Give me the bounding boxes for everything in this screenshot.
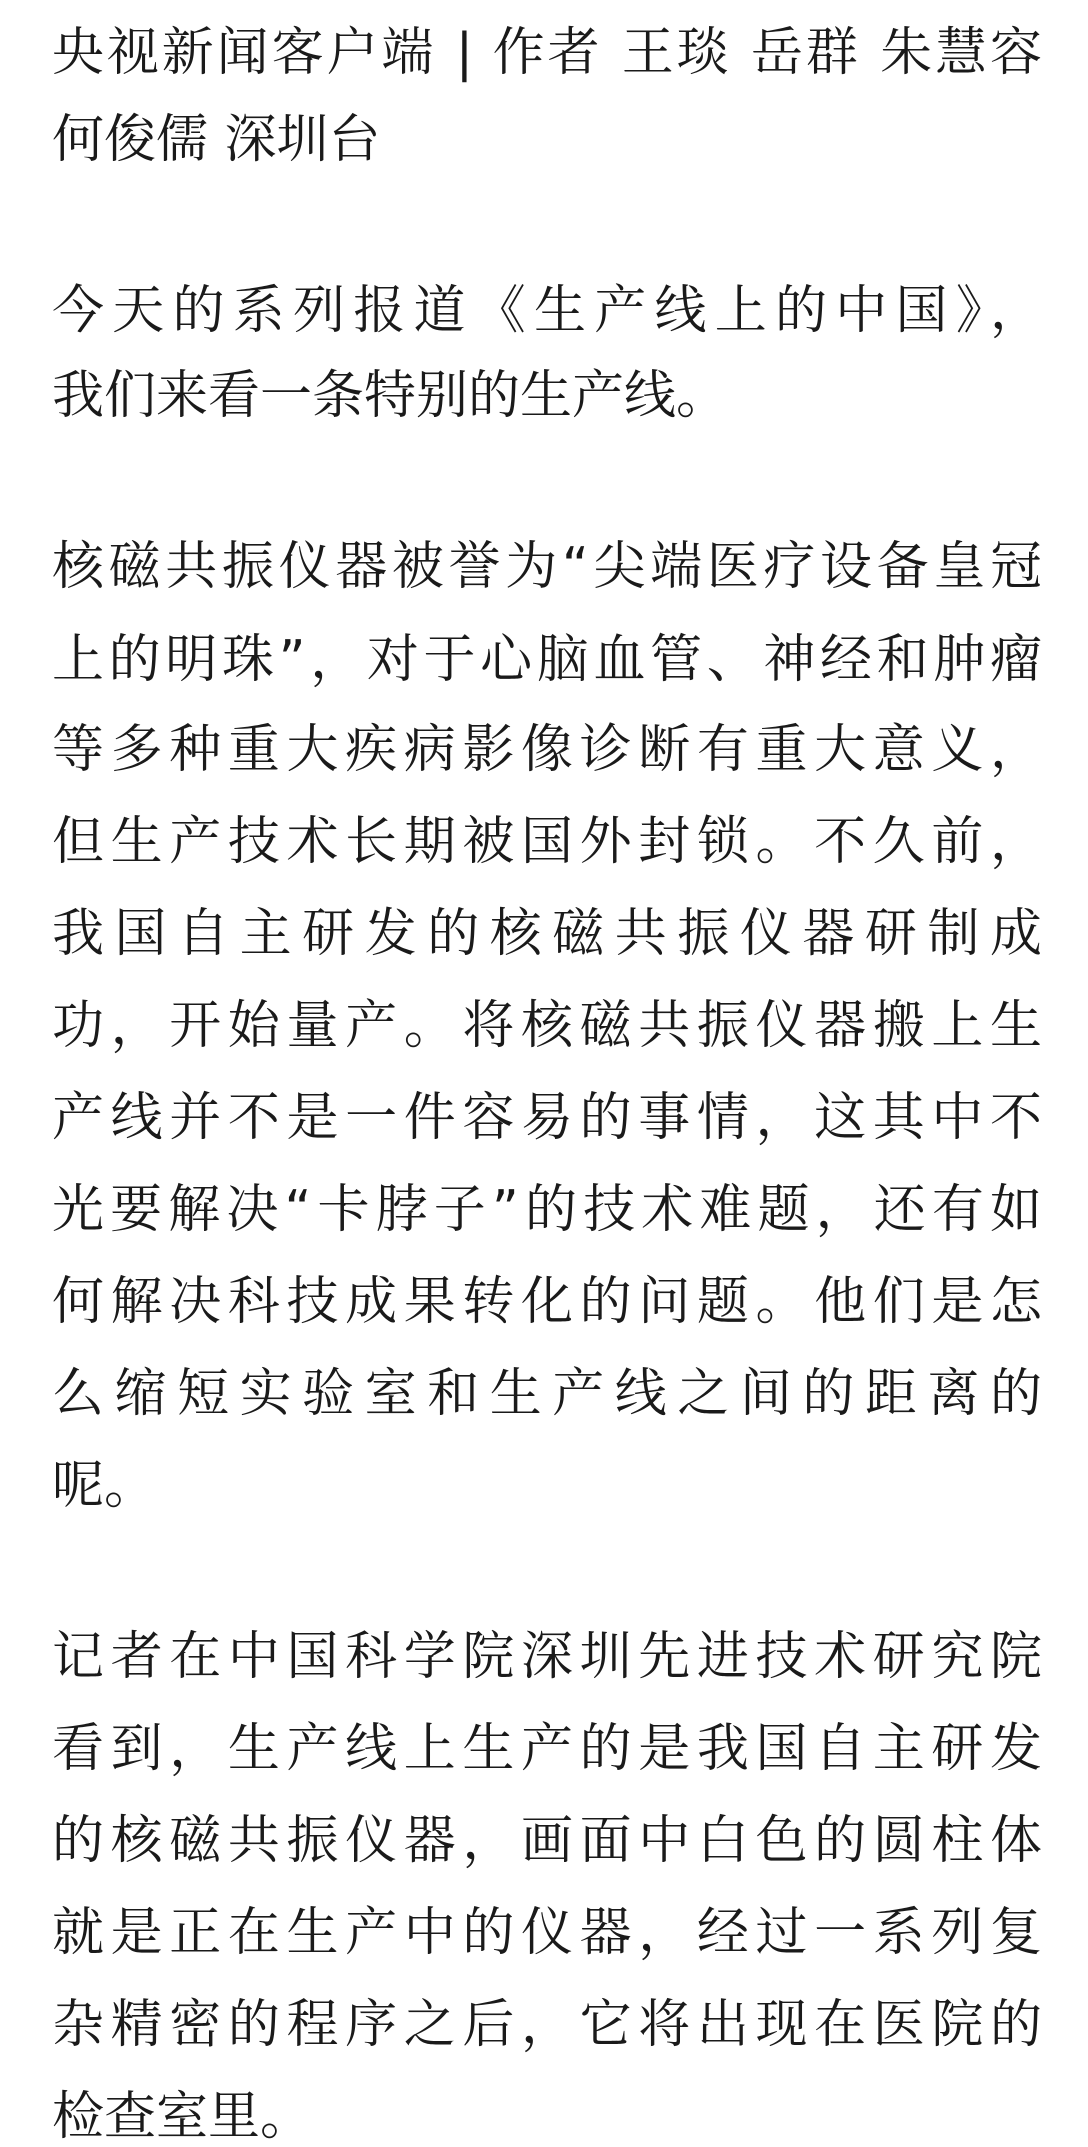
byline-line: 何俊儒 深圳台 (52, 110, 381, 170)
paragraph-line: 记者在中国科学院深圳先进技术研究院 (52, 1627, 1042, 1687)
paragraph-line: 就是正在生产中的仪器，经过一系列复 (52, 1903, 1042, 1963)
paragraph-line: 功，开始量产。将核磁共振仪器搬上生 (52, 996, 1042, 1056)
byline-line: 央视新闻客户端 | 作者 王琰 岳群 朱慧容 (52, 23, 1042, 83)
paragraph-line: 我们来看一条特别的生产线。 (52, 366, 729, 426)
paragraph-line: 检查室里。 (52, 2087, 313, 2147)
paragraph-line: 核磁共振仪器被誉为“尖端医疗设备皇冠 (52, 537, 1042, 597)
paragraph-line: 光要解决“卡脖子”的技术难题，还有如 (52, 1180, 1042, 1240)
paragraph-line: 的核磁共振仪器，画面中白色的圆柱体 (52, 1811, 1042, 1871)
paragraph-line: 么缩短实验室和生产线之间的距离的 (52, 1364, 1042, 1424)
paragraph-line: 杂精密的程序之后，它将出现在医院的 (52, 1995, 1042, 2055)
paragraph-line: 但生产技术长期被国外封锁。不久前， (52, 812, 1042, 872)
paragraph-line: 何解决科技成果转化的问题。他们是怎 (52, 1272, 1042, 1332)
paragraph-line: 我国自主研发的核磁共振仪器研制成 (52, 904, 1042, 964)
paragraph-line: 等多种重大疾病影像诊断有重大意义， (52, 720, 1042, 780)
paragraph-line: 产线并不是一件容易的事情，这其中不 (52, 1088, 1042, 1148)
paragraph-line: 看到，生产线上生产的是我国自主研发 (52, 1719, 1042, 1779)
paragraph-line: 上的明珠”，对于心脑血管、神经和肿瘤 (52, 630, 1042, 690)
paragraph-line: 今天的系列报道《生产线上的中国》， (52, 281, 1042, 341)
paragraph-line: 呢。 (52, 1456, 157, 1516)
